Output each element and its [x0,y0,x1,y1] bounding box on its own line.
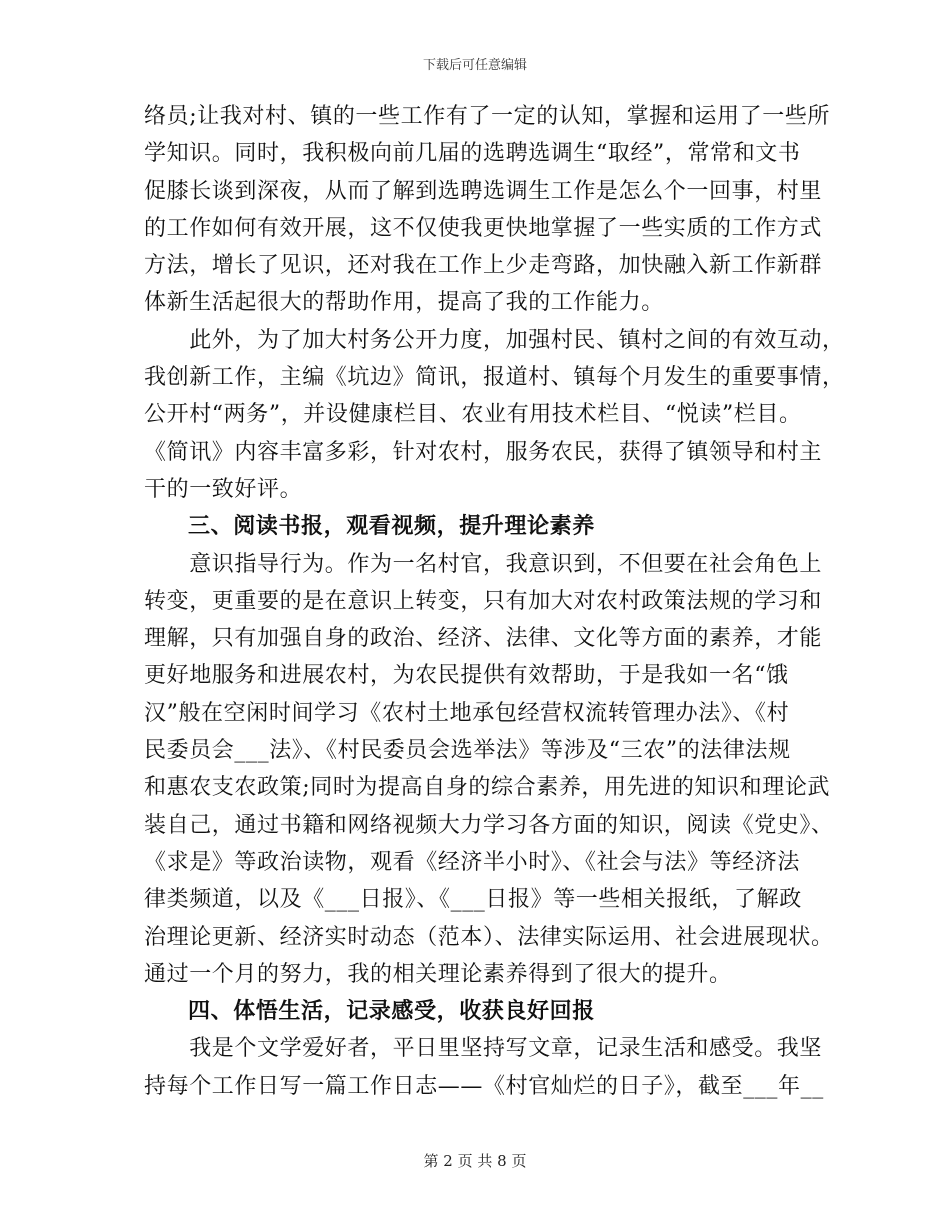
body-line: 我创新工作，主编《坑边》简讯，报道村、镇每个月发生的重要事情， [144,365,845,391]
body-line: 持每个工作日写一篇工作日志——《村官灿烂的日子》，截至___年__ [144,1073,824,1099]
section-heading-4: 四、体悟生活，记录感受，收获良好回报 [188,998,595,1025]
body-line: 理解，只有加强自身的政治、经济、法律、文化等方面的素养，才能 [144,626,823,652]
body-line: 汉”般在空闲时间学习《农村土地承包经营权流转管理办法》、《村 [144,700,790,726]
body-line: 络员;让我对村、镇的一些工作有了一定的认知，掌握和运用了一些所 [144,104,831,129]
body-line: 律类频道，以及《___日报》、《___日报》等一些相关报纸，了解政 [144,887,802,913]
body-line: 更好地服务和进展农村，为农民提供有效帮助，于是我如一名“饿 [144,663,789,689]
body-line: 公开村“两务”，并设健康栏目、农业有用技术栏目、“悦读”栏目。 [144,402,802,428]
body-line: 促膝长谈到深夜，从而了解到选聘选调生工作是怎么个一回事，村里 [144,178,823,204]
body-line: 《求是》等政治读物，观看《经济半小时》、《社会与法》等经济法 [144,849,801,875]
body-line: 《简讯》内容丰富多彩，针对农村，服务农民，获得了镇领导和村主 [144,439,823,465]
document-body [144,98,845,1105]
body-line: 此外，为了加大村务公开力度，加强村民、镇村之间的有效互动， [144,327,845,353]
body-line: 意识指导行为。作为一名村官，我意识到，不但要在社会角色上 [144,551,823,577]
body-line: 方法，增长了见识，还对我在工作上少走弯路，加快融入新工作新群 [144,253,823,279]
page-header: 下载后可任意编辑 [422,58,527,73]
body-line: 和惠农支农政策;同时为提高自身的综合素养，用先进的知识和理论武 [144,775,831,801]
body-line: 干的一致好评。 [144,476,303,502]
body-line: 装自己，通过书籍和网络视频大力学习各方面的知识，阅读《党史》、 [144,812,834,838]
section-heading-3: 三、阅读书报，观看视频，提升理论素养 [188,513,595,540]
body-line: 我是个文学爱好者，平日里坚持写文章，记录生活和感受。我坚 [144,1036,823,1062]
body-line: 民委员会___法》、《村民委员会选举法》等涉及“三农”的法律法规 [144,738,791,764]
body-line: 转变，更重要的是在意识上转变，只有加大对农村政策法规的学习和 [144,588,823,614]
body-line: 学知识。同时，我积极向前几届的选聘选调生“取经”，常常和文书 [144,141,801,167]
body-line: 治理论更新、经济实时动态（范本）、法律实际运用、社会进展现状。 [144,924,834,950]
body-line: 通过一个月的努力，我的相关理论素养得到了很大的提升。 [144,961,732,987]
body-line: 体新生活起很大的帮助作用，提高了我的工作能力。 [144,290,664,316]
body-line: 的工作如何有效开展，这不仅使我更快地掌握了一些实质的工作方式 [144,215,823,241]
page-number: 第 2 页 共 8 页 [423,1152,527,1170]
